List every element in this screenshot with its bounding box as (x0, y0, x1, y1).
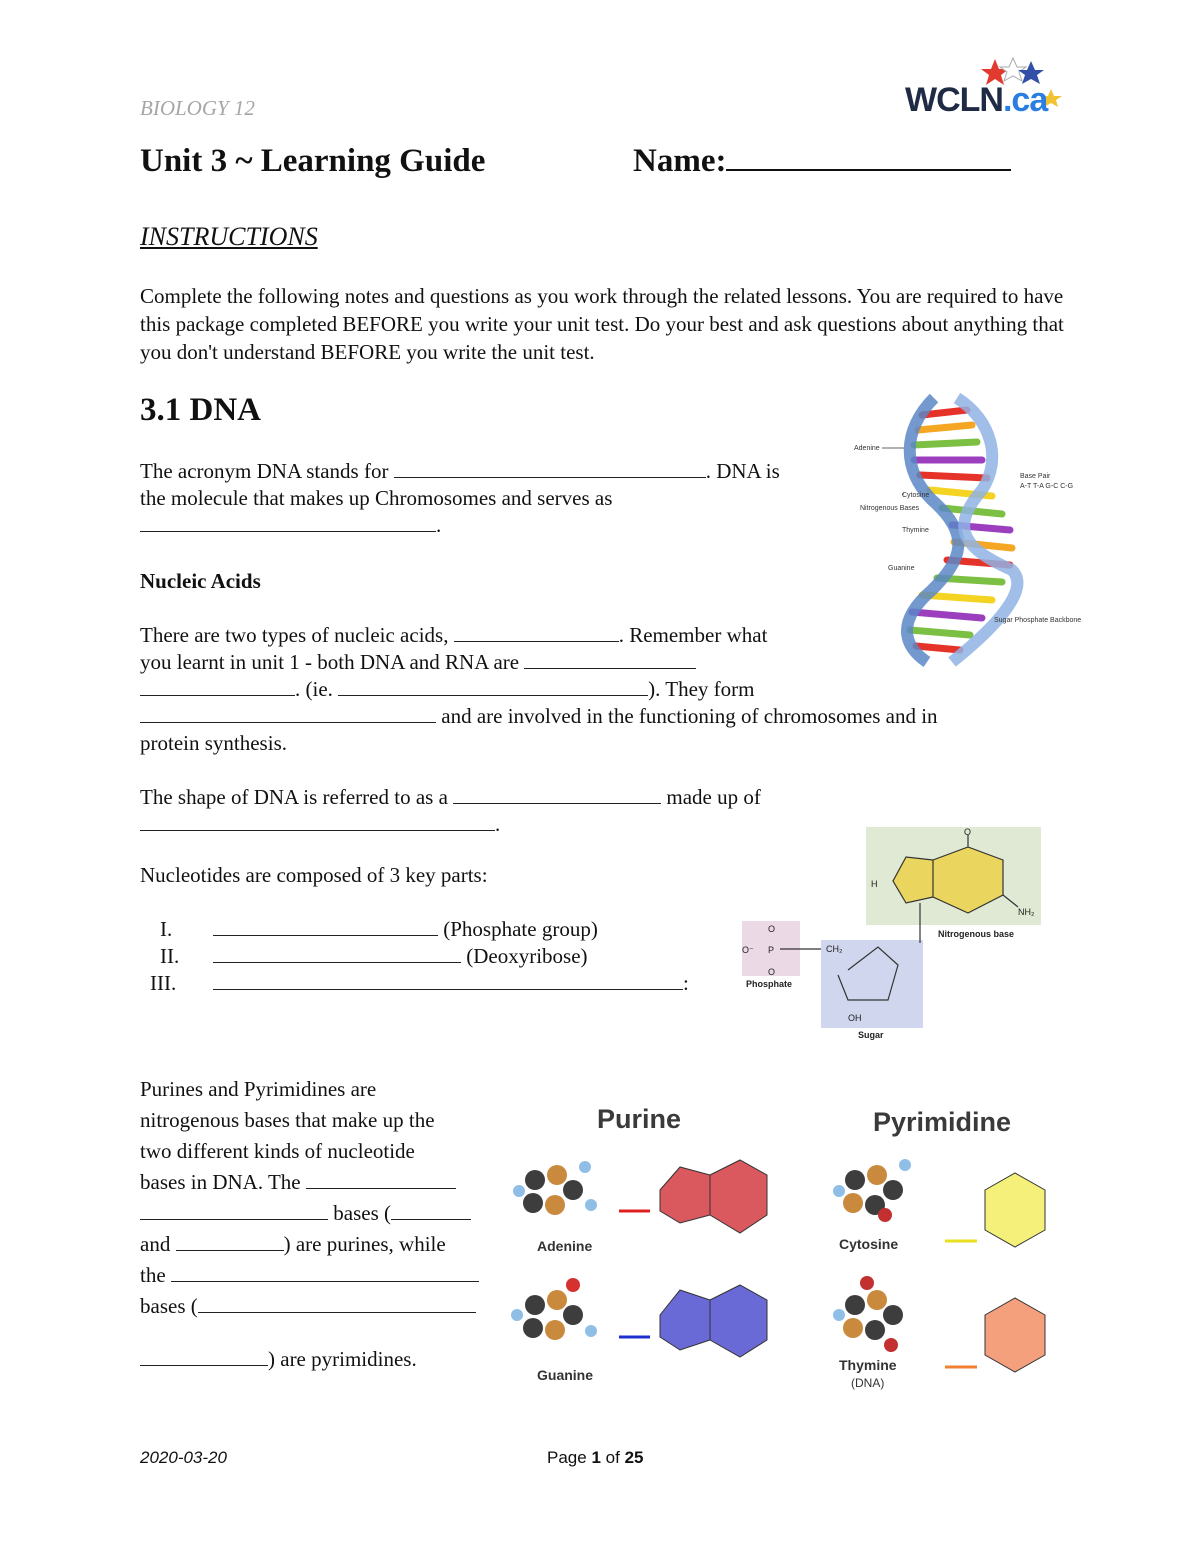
purine-blank (140, 1346, 268, 1366)
shape-text-1: The shape of DNA is referred to as a (140, 785, 448, 809)
course-label: BIOLOGY 12 (140, 96, 255, 120)
part-suffix: (Phosphate group) (443, 917, 598, 941)
page-total: 25 (624, 1448, 644, 1467)
period-2: . (495, 812, 501, 836)
cytosine-model-icon (833, 1159, 911, 1222)
adenine-ring-5 (660, 1167, 710, 1223)
logo-suffix: .ca (1002, 81, 1048, 119)
guanine-model-icon (511, 1278, 597, 1340)
atom-o-minus: O⁻ (742, 945, 754, 955)
na-text-1: There are two types of nucleic acids, (140, 623, 449, 647)
thymine-ring (985, 1298, 1045, 1372)
dna-helix-figure (842, 390, 1082, 670)
purine-blank (391, 1200, 471, 1220)
label-adenine: Adenine (854, 445, 880, 452)
adenine-label: Adenine (537, 1238, 593, 1254)
na-text-4: . (ie. (295, 677, 333, 701)
both-are-blank (524, 649, 696, 669)
purine-blank (198, 1293, 476, 1313)
ie-blank (338, 676, 648, 696)
label-cytosine: Cytosine (902, 492, 930, 499)
thymine-label: Thymine (839, 1357, 897, 1373)
label-backbone: Sugar Phosphate Backbone (994, 617, 1082, 624)
page-of: of (605, 1448, 620, 1467)
they-form-blank (140, 703, 436, 723)
name-label: Name: (633, 143, 727, 179)
part-numeral: II. (160, 944, 180, 968)
na-text-7: protein synthesis. (140, 731, 287, 755)
na-text-6: and are involved in the functioning of chromosomes and in (441, 704, 938, 728)
atom-o-bottom: O (768, 967, 776, 977)
part-numeral: I. (160, 917, 173, 941)
cytosine-ring (985, 1173, 1045, 1247)
purine-blank (176, 1231, 284, 1251)
atom-ch2: CH₂ (826, 944, 843, 954)
acronym-text-end: . DNA is (705, 459, 780, 483)
label-pairs: A-T T-A G-C C-G (1020, 483, 1074, 490)
atom-nh2: NH₂ (1018, 907, 1035, 917)
part-suffix: (Deoxyribose) (466, 944, 588, 968)
na-text-3: you learnt in unit 1 - both DNA and RNA are (140, 650, 520, 674)
purine-line: two different kinds of nucleotide (140, 1139, 415, 1163)
cytosine-label: Cytosine (839, 1236, 899, 1252)
guanine-label: Guanine (537, 1367, 594, 1383)
thymine-note: (DNA) (851, 1376, 885, 1390)
label-guanine: Guanine (888, 565, 915, 572)
thymine-model-icon (833, 1276, 903, 1352)
atom-oh: OH (848, 1013, 862, 1023)
purine-blank (171, 1262, 479, 1282)
name-field (633, 143, 1011, 180)
shape-blank (453, 784, 661, 804)
nucleotide-parts-list (140, 916, 700, 997)
label-nitrogenous-bases: Nitrogenous Bases (860, 505, 920, 512)
part-numeral: III. (150, 971, 177, 995)
purine-line: Purines and Pyrimidines are (140, 1077, 377, 1101)
acronym-line2: the molecule that makes up Chromosomes and serves as (140, 486, 613, 510)
nucleotide-intro: Nucleotides are composed of 3 key parts: (140, 863, 488, 887)
purine-blank (306, 1169, 456, 1189)
label-thymine: Thymine (902, 527, 929, 534)
page-label: Page (547, 1448, 587, 1467)
wcln-logo (905, 55, 1070, 125)
acronym-blank (394, 458, 706, 478)
purine-title: Purine (597, 1104, 682, 1134)
purine-line: ) are purines, while (283, 1232, 446, 1256)
serves-as-blank (140, 512, 436, 532)
nucleotide-structure-figure (738, 825, 1043, 1045)
na-text-5: ). They form (648, 677, 755, 701)
label-base-pair: Base Pair (1020, 473, 1051, 480)
instructions-text: Complete the following notes and questions as you work through the related lessons. You are required to have this package completed BEFORE you write your unit test. Do your best and ask questions about anything that you don't understand BEFORE you write the unit test. (140, 284, 1064, 364)
page-title: Unit 3 ~ Learning Guide (140, 143, 486, 179)
purine-paragraph (140, 1074, 485, 1375)
purine-line: bases in DNA. The (140, 1170, 301, 1194)
sugar-label: Sugar (858, 1030, 884, 1040)
both-are-blank-2 (140, 676, 295, 696)
purine-line: the (140, 1263, 166, 1287)
shape-paragraph (140, 784, 840, 838)
atom-h: H (871, 879, 878, 889)
logo-text: WCLN (905, 81, 1003, 119)
part-suffix: : (683, 971, 689, 995)
purine-line: bases ( (333, 1201, 391, 1225)
acronym-text: The acronym DNA stands for (140, 459, 389, 483)
footer-date: 2020-03-20 (140, 1448, 227, 1467)
page-num: 1 (591, 1448, 601, 1467)
acronym-paragraph (140, 458, 840, 539)
purine-line: ) are pyrimidines. (268, 1347, 417, 1371)
name-blank (726, 145, 1011, 171)
part-blank (213, 970, 683, 990)
part-blank (213, 916, 438, 936)
bases-figure (505, 1145, 1075, 1395)
purine-blank (140, 1200, 328, 1220)
adenine-model-icon (513, 1161, 597, 1215)
atom-p: P (768, 945, 775, 955)
section-title: 3.1 DNA (140, 392, 261, 428)
adenine-ring-6 (710, 1160, 767, 1233)
nitrogenous-base-label: Nitrogenous base (938, 929, 1015, 939)
guanine-ring-5 (660, 1290, 710, 1350)
two-types-blank (454, 622, 619, 642)
period: . (436, 513, 442, 537)
purine-line: and (140, 1232, 171, 1256)
pyrimidine-title: Pyrimidine (873, 1107, 1012, 1137)
purine-line: bases ( (140, 1294, 198, 1318)
phosphate-label: Phosphate (746, 979, 793, 989)
instructions-heading: INSTRUCTIONS (140, 222, 318, 251)
made-of-blank (140, 811, 495, 831)
shape-text-2: made up of (666, 785, 761, 809)
guanine-ring-6 (710, 1285, 767, 1357)
footer-page (547, 1448, 643, 1468)
part-blank (213, 943, 461, 963)
na-text-2: . Remember what (618, 623, 768, 647)
purine-line: nitrogenous bases that make up the (140, 1108, 435, 1132)
nucleic-heading: Nucleic Acids (140, 569, 261, 593)
atom-o-top: O (768, 924, 776, 934)
atom-o: O (964, 827, 972, 837)
